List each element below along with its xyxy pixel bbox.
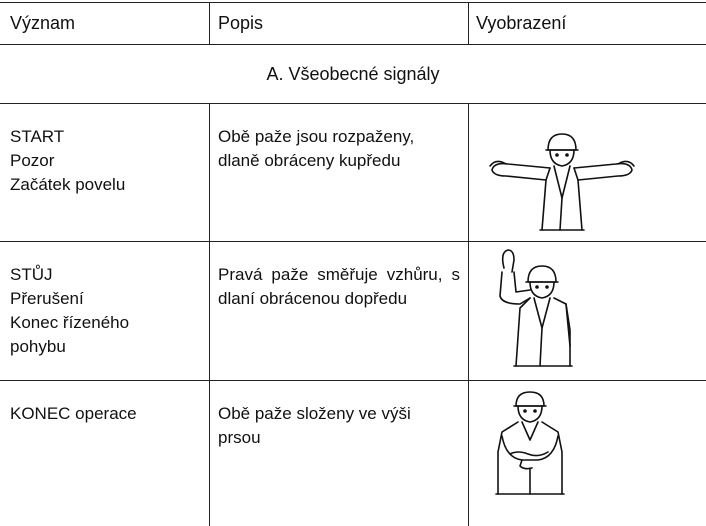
- row-1-meaning: START Pozor Začátek povelu: [10, 127, 126, 194]
- header-meaning: Význam: [10, 13, 76, 33]
- arms-outstretched-figure-icon: [484, 128, 640, 232]
- row-1-bottom-border: [0, 241, 706, 242]
- body-divider-1: [209, 103, 210, 526]
- row-1-description: Obě paže jsou rozpaženy, dlaně obráceny kupředu: [218, 127, 415, 170]
- row-3-description: Obě paže složeny ve výši prsou: [218, 404, 411, 447]
- row-2-bottom-border: [0, 380, 706, 381]
- right-arm-raised-figure-icon: [490, 246, 600, 374]
- row-2-meaning: STŮJ Přerušení Konec řízeného pohybu: [10, 265, 130, 356]
- header-bottom-border: [0, 44, 706, 45]
- header-divider-2: [468, 2, 469, 44]
- header-image: Vyobrazení: [476, 13, 567, 33]
- header-divider-1: [209, 2, 210, 44]
- arms-folded-figure-icon: [492, 388, 568, 500]
- table-top-border: [0, 2, 706, 3]
- row-3-meaning: KONEC operace: [10, 404, 137, 423]
- body-divider-2: [468, 103, 469, 526]
- section-title: A. Všeobecné signály: [266, 64, 440, 84]
- row-2-description: Pravá paže směřuje vzhůru, s dlaní obrácenou dopředu: [218, 265, 460, 308]
- section-bottom-border: [0, 103, 706, 104]
- header-description: Popis: [218, 13, 264, 33]
